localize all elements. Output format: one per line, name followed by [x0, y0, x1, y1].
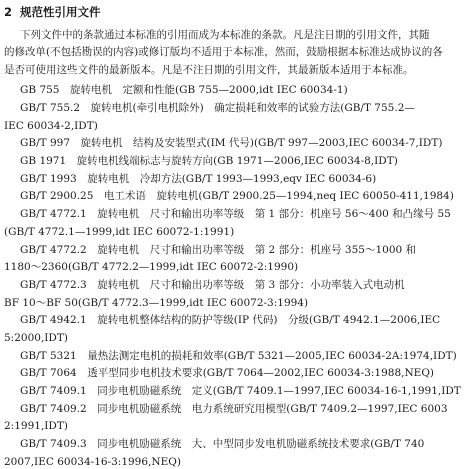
reference-entry: GB/T 4942.1 旋转电机整体结构的防护等级(IP 代码) 分级(GB/T 4942.1—2006,IEC [20, 314, 441, 326]
section-number: 2 [4, 5, 13, 19]
reference-entry: GB/T 7064 透平型同步电机技术要求(GB/T 7064—2002,IEC 60034-3:1988,NEQ) [20, 367, 435, 379]
reference-entry-continuation: BF 10～BF 50(GB/T 4772.3—1999,idt IEC 60072-3:1994) [4, 297, 309, 309]
reference-entry: GB/T 2900.25 电工术语 旋转电机(GB/T 2900.25—1994,neq IEC 60050-411,1984) [20, 190, 454, 202]
reference-entry: GB/T 7409.2 同步电机励磁系统 电力系统研究用模型(GB/T 7409.2—1997,IEC 6003 [20, 403, 448, 415]
reference-entry: GB/T 7409.1 同步电机励磁系统 定义(GB/T 7409.1—1997,IEC 60034-16-1,1991,IDT [20, 385, 461, 397]
reference-entry-continuation: 2:1991,IDT) [4, 420, 68, 432]
reference-entry-continuation: (GB/T 4772.1—1999,idt IEC 60072-1:1991) [4, 226, 235, 238]
reference-entry-continuation: 5:2000,IDT) [4, 332, 68, 344]
reference-entry: GB/T 997 旋转电机 结构及安装型式(IM 代号)(GB/T 997—2003,IEC 60034-7,IDT) [20, 137, 443, 149]
section-title: 规范性引用文件 [20, 5, 101, 19]
reference-entry-continuation: IEC 60034-2,IDT) [4, 120, 98, 132]
reference-entry: GB 755 旋转电机 定额和性能(GB 755—2000,idt IEC 60034-1) [20, 84, 348, 96]
intro-line: 是否可使用这些文件的最新版本。凡是不注日期的引用文件，其最新版本适用于本标准。 [4, 64, 414, 76]
reference-entry: GB/T 4772.1 旋转电机 尺寸和输出功率等级 第 1 部分：机座号 56～400 和凸缘号 55 [20, 208, 451, 220]
intro-line: 的修改单(不包括勘误的内容)或修订版均不适用于本标准，然而，鼓励根据本标准达成协议的各 [4, 46, 443, 58]
intro-line: 下列文件中的条款通过本标准的引用而成为本标准的条款。凡是注日期的引用文件，其随 [20, 29, 430, 41]
reference-entry: GB/T 4772.2 旋转电机 尺寸和输出功率等级 第 2 部分：机座号 355～1000 和 [20, 244, 417, 256]
reference-entry: GB/T 4772.3 旋转电机 尺寸和输出功率等级 第 3 部分：小功率装入式电动机 [20, 279, 405, 291]
reference-entry-continuation: 1180～2360(GB/T 4772.2—1999,idt IEC 60072-2:1990) [4, 261, 299, 273]
reference-entry: GB 1971 旋转电机线端标志与旋转方向(GB 1971—2006,IEC 60034-8,IDT) [20, 155, 398, 167]
reference-entry-continuation: 2007,IEC 60034-16-3:1996,NEQ) [4, 456, 181, 468]
reference-entry: GB/T 7409.3 同步电机励磁系统 大、中型同步发电机励磁系统技术要求(GB/T 740 [20, 438, 425, 450]
reference-entry: GB/T 5321 量热法测定电机的损耗和效率(GB/T 5321—2005,IEC 60034-2A:1974,IDT) [20, 350, 457, 362]
reference-entry: GB/T 1993 旋转电机 冷却方法(GB/T 1993—1993,eqv IEC 60034-6) [20, 173, 377, 185]
reference-entry: GB/T 755.2 旋转电机(牵引电机除外) 确定损耗和效率的试验方法(GB/T 755.2— [20, 102, 415, 114]
